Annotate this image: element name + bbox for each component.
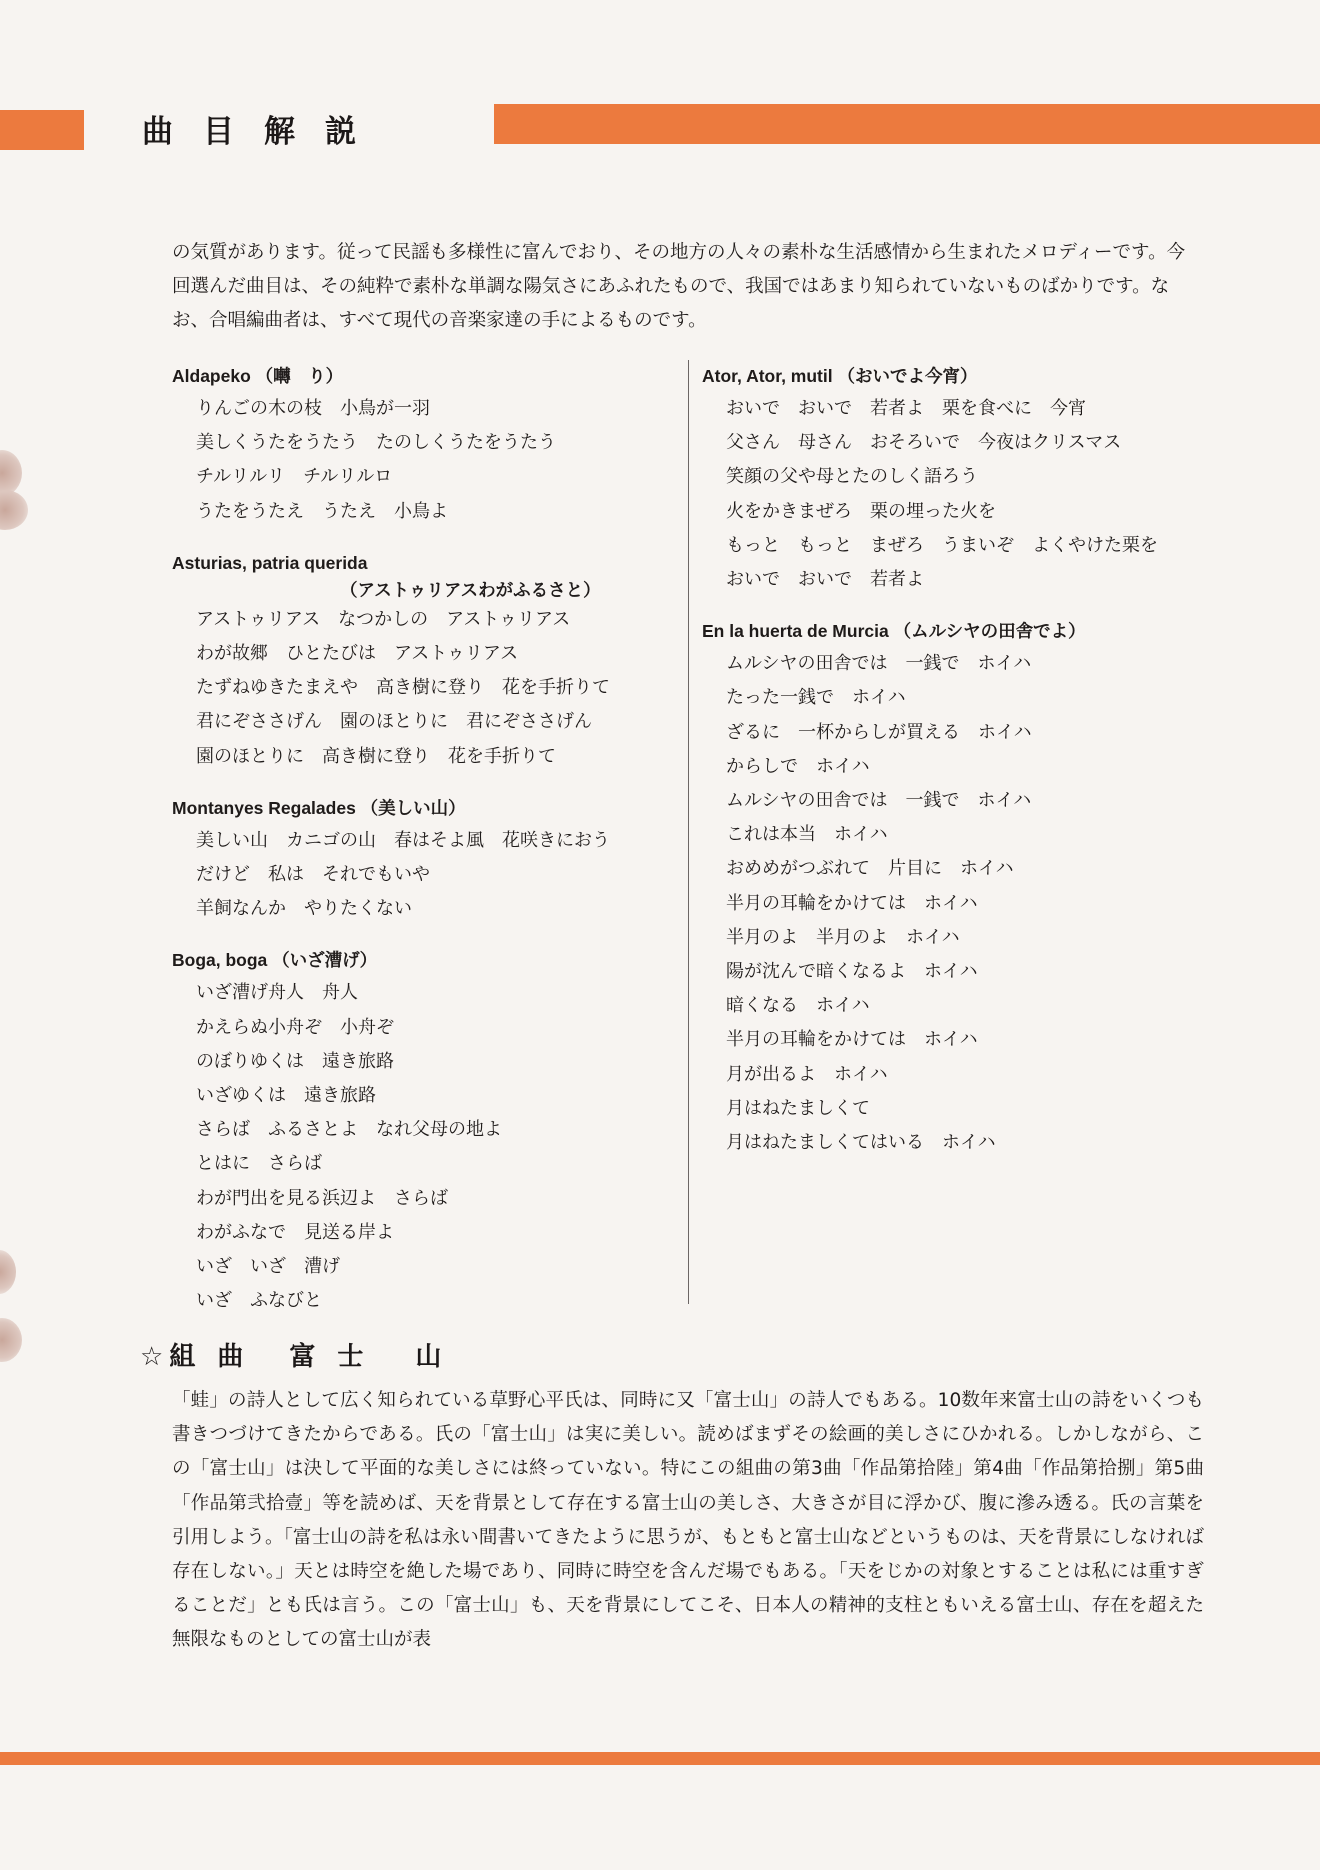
lyric-line: ざるに 一杯からしが買える ホイハ (726, 721, 1032, 743)
song-subtitle: （アストゥリアスわがふるさと） (340, 580, 601, 601)
section-title-word1: 組曲 (169, 1342, 266, 1372)
lyric-line: さらば ふるさとよ なれ父母の地よ (196, 1119, 502, 1141)
lyric-line: 美しくうたをうたう たのしくうたをうたう (196, 432, 556, 454)
song-block (172, 792, 672, 927)
lyric-line: ムルシヤの田舎では 一銭で ホイハ (726, 790, 1032, 812)
song-block (172, 360, 672, 529)
column-divider (688, 360, 689, 1304)
page-title: 曲目解説 (142, 114, 386, 150)
lyric-line: ムルシヤの田舎では 一銭で ホイハ (726, 653, 1032, 675)
paper-stain (0, 1318, 22, 1362)
lyric-line: 半月のよ 半月のよ ホイハ (726, 926, 960, 948)
lyric-line: おいで おいで 若者よ 栗を食べに 今宵 (726, 398, 1086, 419)
song-title: En la huerta de Murcia （ムルシヤの田舎でよ） (702, 621, 1086, 642)
lyric-line: わが故郷 ひとたびは アストゥリアス (196, 643, 519, 665)
lyric-line: 月が出るよ ホイハ (726, 1063, 888, 1085)
section-title (140, 1336, 463, 1373)
lyric-line: 君にぞささげん 園のほとりに 君にぞささげん (196, 711, 592, 733)
lyric-line: もっと もっと まぜろ うまいぞ よくやけた栗を (726, 534, 1158, 556)
lyric-line: 陽が沈んで暗くなるよ ホイハ (726, 961, 978, 983)
intro-paragraph: の気質があります。従って民謡も多様性に富んでおり、その地方の人々の素朴な生活感情から生まれたメロディーです。今回選んだ曲目は、その純粋で素朴な単調な陽気さにあふれたもので、我国ではあまり知られていないものばかりです。なお、合唱編曲者は、すべて現代の音楽家達の手によるものです。 (172, 242, 1186, 331)
song-title: Asturias, patria querida (172, 552, 368, 573)
song-title: Aldapeko （囀 り） (172, 366, 344, 386)
essay-paragraph: 「蛙」の詩人として広く知られている草野心平氏は、同時に又「富士山」の詩人でもある。10数年来富士山の詩をいくつも書きつづけてきたからである。氏の「富士山」は実に美しい。読めばまずその絵画的美しさにひかれる。しかしながら、この「富士山」は決して平面的な美しさには終っていない。特にこの組曲の第3曲「作品第拾陸」第4曲「作品第拾捌」第5曲「作品第弐拾壹」等を読めば、天を背景として存在する富士山の美しさ、大きさが目に浮かび、腹に滲み透る。氏の言葉を引用しよう。「富士山の詩を私は永い間書いてきたように思うが、もともと富士山などというものは、天を背景にしなければ存在しない。」天とは時空を絶した場であり、同時に時空を含んだ場でもある。「天をじかの対象とすることは私には重すぎることだ」とも氏は言う。この「富士山」も、天を背景にしてこそ、日本人の精神的支柱ともいえる富士山、存在を超えた無限なものとしての富士山が表 (172, 1390, 1204, 1651)
lyric-line: かえらぬ小舟ぞ 小舟ぞ (196, 1016, 394, 1038)
lyric-line: 美しい山 カニゴの山 春はそよ風 花咲きにおう (196, 829, 610, 851)
lyric-line: 月はねたましくてはいる ホイハ (726, 1132, 996, 1154)
lyric-line: 園のほとりに 高き樹に登り 花を手折りて (196, 745, 556, 767)
lyric-line: チルリルリ チルリルロ (196, 466, 393, 488)
song-title: Montanyes Regalades （美しい山） (172, 797, 466, 818)
section-title-word3: 山 (415, 1342, 464, 1372)
lyric-line: わが門出を見る浜辺よ さらば (196, 1187, 448, 1209)
lyric-line: これは本当 ホイハ (726, 824, 888, 846)
lyric-line: 笑顔の父や母とたのしく語ろう (726, 466, 978, 488)
header-bar-right (494, 104, 1320, 144)
lyric-line: からしで ホイハ (726, 755, 870, 777)
lyric-line: 半月の耳輪をかけては ホイハ (726, 1029, 978, 1051)
song-column-right (702, 360, 1222, 1178)
star-icon: ☆ (140, 1342, 170, 1372)
song-column-left (172, 360, 672, 1336)
lyric-line: 半月の耳輪をかけては ホイハ (726, 892, 978, 914)
section-title-word2: 富士 (289, 1342, 386, 1372)
paper-stain (0, 1250, 16, 1294)
lyric-line: わがふなで 見送る岸よ (196, 1221, 394, 1243)
paper-stain (0, 490, 28, 530)
lyric-line: アストゥリアス なつかしの アストゥリアス (196, 608, 571, 630)
lyric-line: りんごの木の枝 小鳥が一羽 (196, 398, 430, 419)
song-block (702, 360, 1222, 597)
lyric-line: おいで おいで 若者よ (726, 569, 924, 591)
lyric-line: いざ漕げ舟人 舟人 (196, 982, 358, 1004)
lyric-line: 羊飼なんか やりたくない (196, 898, 412, 920)
header-bar-left (0, 110, 84, 150)
lyric-line: だけど 私は それでもいや (196, 864, 430, 886)
song-title: Boga, boga （いざ漕げ） (172, 950, 378, 971)
lyric-line: 父さん 母さん おそろいで 今夜はクリスマス (726, 432, 1122, 454)
footer-bar (0, 1752, 1320, 1765)
lyric-line: 月はねたましくて (726, 1097, 870, 1119)
lyric-line: いざ いざ 漕げ (196, 1256, 340, 1278)
lyric-line: おめめがつぶれて 片目に ホイハ (726, 858, 1014, 880)
lyric-line: いざ ふなびと (196, 1290, 322, 1312)
lyric-line: いざゆくは 遠き旅路 (196, 1085, 376, 1107)
song-block (702, 615, 1222, 1160)
song-block (172, 944, 672, 1318)
lyric-line: たずねゆきたまえや 高き樹に登り 花を手折りて (196, 677, 610, 699)
lyric-line: とはに さらば (196, 1153, 322, 1175)
lyric-line: うたをうたえ うたえ 小鳥よ (196, 500, 448, 522)
lyric-line: 暗くなる ホイハ (726, 995, 870, 1017)
lyric-line: のぼりゆくは 遠き旅路 (196, 1050, 394, 1072)
song-title: Ator, Ator, mutil （おいでよ今宵） (702, 366, 978, 386)
lyric-line: 火をかきまぜろ 栗の埋った火を (726, 500, 996, 522)
lyric-line: たった一銭で ホイハ (726, 687, 906, 709)
song-block (172, 547, 672, 774)
